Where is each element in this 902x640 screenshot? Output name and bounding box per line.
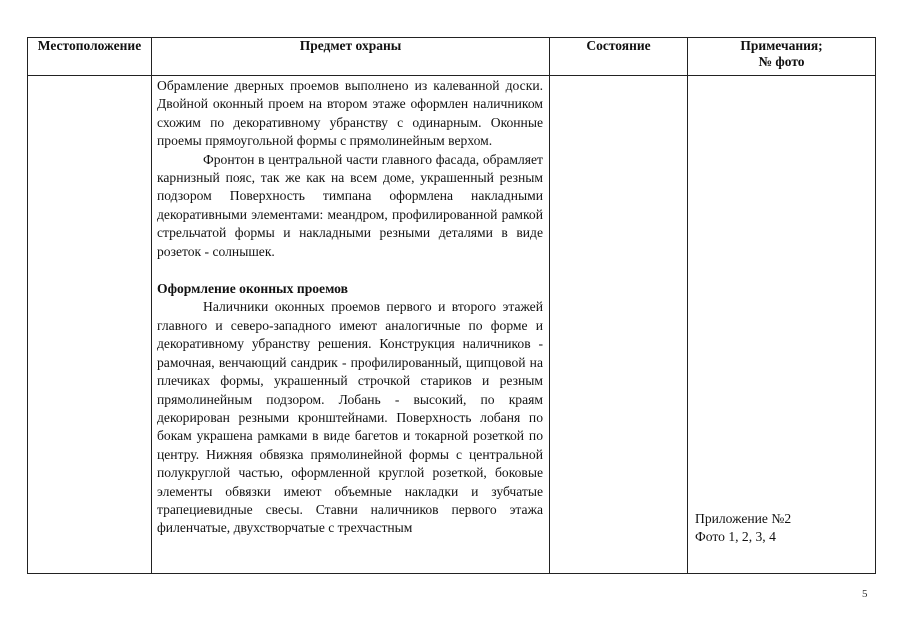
header-notes-line1: Примечания; bbox=[740, 38, 823, 53]
notes-line-1: Приложение №2 bbox=[695, 511, 792, 526]
section-heading: Оформление оконных проемов bbox=[157, 281, 348, 297]
cell-subject bbox=[152, 76, 550, 574]
table-header-row bbox=[28, 38, 876, 76]
cell-notes bbox=[688, 76, 876, 574]
cell-location bbox=[28, 76, 152, 574]
page-number: 5 bbox=[862, 588, 868, 600]
header-notes bbox=[688, 38, 876, 76]
protection-subject-table bbox=[27, 37, 876, 574]
subject-paragraph-3: Наличники оконных проемов первого и второго этажей главного и северо-западного имеют аналогичные по форме и декоративному убранству решения. Конструкция наличников - рамочная, венчающий сандрик - профилированный, щипцовой на плечиках формы, украшенный строчкой стариков и резным прямолинейным подзором. Лобань - высокий, по краям декорирован резными кронштейнами. Поверхность лобаня по бокам украшена рамками в виде багетов и токарной розеткой по центру. Нижняя обвязка прямолинейной формы с центральной полукруглой частью, оформленной круглой розеткой, боковые элементы обвязки имеют объемные накладки и зубчатые трапециевидные свесы. Ставни наличников первого этажа филенчатые, двухстворчатые с трехчастным bbox=[157, 299, 543, 536]
header-location: Местоположение bbox=[28, 38, 152, 76]
cell-condition bbox=[550, 76, 688, 574]
subject-paragraph-2: Фронтон в центральной части главного фасада, обрамляет карнизный пояс, так же как на всем доме, украшенный резным подзором Поверхность тимпана оформлена накладными декоративными элементами: меандром, профилированной рамкой стрельчатой формы и накладными резными деталями в виде розеток - солнышек. bbox=[157, 151, 543, 259]
table-row bbox=[28, 76, 876, 574]
subject-paragraph-1: Обрамление дверных проемов выполнено из калеванной доски. Двойной оконный проем на втором этаже оформлен наличником схожим по декоративному убранству с одинарным. Оконные проемы прямоугольной формы с прямолинейным верхом. bbox=[157, 78, 543, 149]
header-notes-line2: № фото bbox=[758, 54, 805, 69]
notes-text bbox=[695, 510, 791, 546]
notes-line-2: Фото 1, 2, 3, 4 bbox=[695, 529, 776, 544]
header-condition: Состояние bbox=[550, 38, 688, 76]
header-subject: Предмет охраны bbox=[152, 38, 550, 76]
